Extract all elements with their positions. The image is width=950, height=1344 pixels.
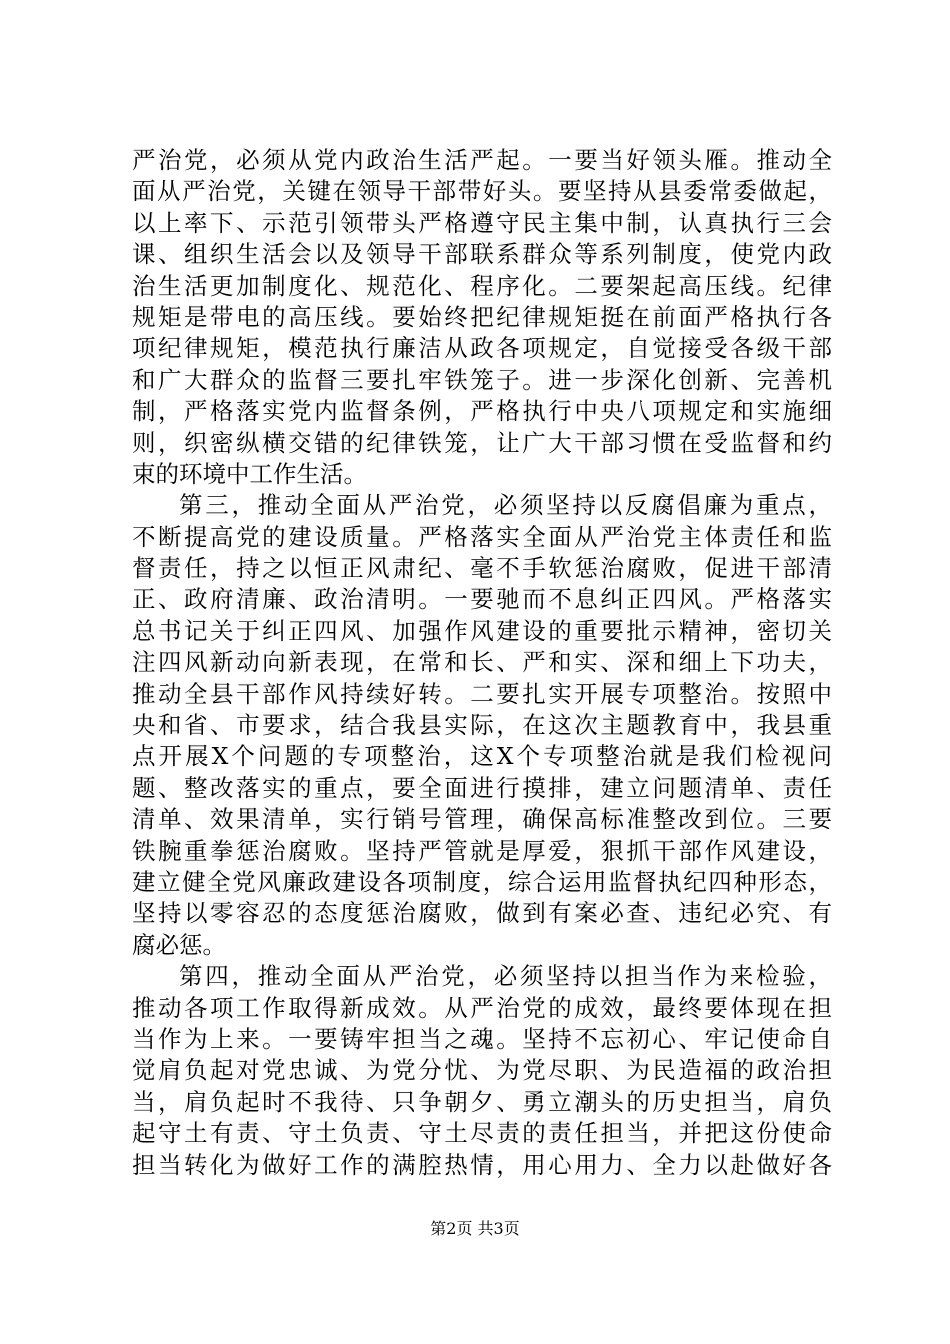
text-line: 推动各项工作取得新成效。从严治党的成效，最终要体现在担 — [132, 993, 832, 1022]
text-line: 规矩是带电的高压线。要始终把纪律规矩挺在前面严格执行各 — [132, 302, 832, 331]
text-line: 觉肩负起对党忠诚、为党分忧、为党尽职、为民造福的政治担 — [132, 1056, 832, 1085]
text-line: 点开展X个问题的专项整治，这X个专项整治就是我们检视问 — [132, 742, 832, 771]
text-line: 总书记关于纠正四风、加强作风建设的重要批示精神，密切关 — [132, 616, 832, 645]
text-line: 制，严格落实党内监督条例，严格执行中央八项规定和实施细 — [132, 397, 832, 426]
text-line: 正、政府清廉、政治清明。一要驰而不息纠正四风。严格落实 — [132, 585, 832, 614]
text-line: 担当转化为做好工作的满腔热情，用心用力、全力以赴做好各 — [132, 1150, 832, 1179]
text-line: 课、组织生活会以及领导干部联系群众等系列制度，使党内政 — [132, 240, 832, 269]
text-line: 严治党，必须从党内政治生活严起。一要当好领头雁。推动全 — [132, 146, 832, 174]
text-line: 央和省、市要求，结合我县实际，在这次主题教育中，我县重 — [132, 711, 832, 740]
text-line: 坚持以零容忍的态度惩治腐败，做到有案必查、违纪必究、有 — [132, 899, 832, 928]
text-line: 铁腕重拳惩治腐败。坚持严管就是厚爱，狠抓干部作风建设， — [132, 836, 832, 865]
text-line: 当，肩负起时不我待、只争朝夕、勇立潮头的历史担当，肩负 — [132, 1087, 832, 1116]
body-text — [132, 145, 832, 1181]
text-line: 束的环境中工作生活。 — [132, 459, 367, 488]
text-line: 和广大群众的监督三要扎牢铁笼子。进一步深化创新、完善机 — [132, 365, 832, 394]
text-line: 腐必惩。 — [132, 930, 226, 959]
text-line: 推动全县干部作风持续好转。二要扎实开展专项整治。按照中 — [132, 679, 832, 708]
text-line: 则，织密纵横交错的纪律铁笼，让广大干部习惯在受监督和约 — [132, 428, 832, 457]
text-line: 不断提高党的建设质量。严格落实全面从严治党主体责任和监 — [132, 522, 832, 551]
text-line: 督责任，持之以恒正风肃纪、毫不手软惩治腐败，促进干部清 — [132, 554, 832, 583]
paragraph-start-line: 第三，推动全面从严治党，必须坚持以反腐倡廉为重点， — [179, 491, 832, 520]
text-line: 题、整改落实的重点，要全面进行摸排，建立问题清单、责任 — [132, 773, 832, 802]
text-line: 建立健全党风廉政建设各项制度，综合运用监督执纪四种形态， — [132, 867, 832, 896]
text-line: 起守土有责、守土负责、守土尽责的责任担当，并把这份使命 — [132, 1119, 832, 1148]
text-line: 当作为上来。一要铸牢担当之魂。坚持不忘初心、牢记使命自 — [132, 1024, 832, 1053]
text-line: 面从严治党，关键在领导干部带好头。要坚持从县委常委做起， — [132, 177, 832, 206]
text-line: 清单、效果清单，实行销号管理，确保高标准整改到位。三要 — [132, 805, 832, 834]
text-line: 治生活更加制度化、规范化、程序化。二要架起高压线。纪律 — [132, 271, 832, 300]
text-line: 项纪律规矩，模范执行廉洁从政各项规定，自觉接受各级干部 — [132, 334, 832, 363]
paragraph-start-line: 第四，推动全面从严治党，必须坚持以担当作为来检验， — [179, 962, 832, 991]
text-line: 以上率下、示范引领带头严格遵守民主集中制，认真执行三会 — [132, 208, 832, 237]
page-number-footer: 第2页 共3页 — [430, 1219, 520, 1238]
text-line: 注四风新动向新表现，在常和长、严和实、深和细上下功夫， — [132, 648, 832, 677]
